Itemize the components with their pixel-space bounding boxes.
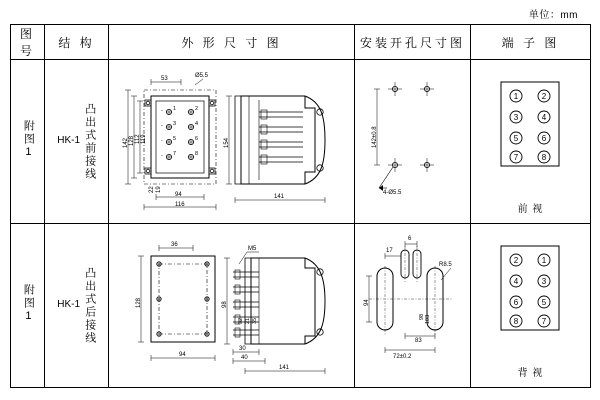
dim-6: 6 [408, 236, 412, 242]
dim-119: 119 [141, 134, 147, 144]
terminal-num: 8 [513, 317, 519, 326]
dim-d55: Ø5.5 [195, 73, 209, 79]
dim-142: 142 [123, 137, 129, 148]
header-terminal: 端 子 图 [471, 25, 591, 60]
terminal-num: 1 [541, 256, 547, 265]
header-structure: 结 构 [45, 25, 109, 60]
dim-32: 32 [238, 317, 244, 324]
dim-154: 154 [224, 137, 230, 148]
fig-no-cell-2 [11, 224, 45, 388]
header-outline-dim: 外 形 尺 寸 图 [109, 25, 355, 60]
terminal-cell-2 [471, 224, 591, 388]
outline-drawing-2 [109, 224, 353, 386]
table-row [11, 60, 591, 224]
terminal-num: 6 [541, 134, 547, 143]
dim-R85: R8.5 [439, 262, 452, 268]
contact-num: 8 [195, 151, 199, 157]
dim-21: 21 [245, 317, 251, 324]
dim-128: 128 [129, 135, 135, 146]
contact-num: 5 [173, 136, 177, 142]
contact-dash: - [161, 138, 163, 144]
contact-num: 6 [195, 136, 199, 142]
table-header-row [11, 25, 591, 60]
structure-cell-1 [45, 60, 109, 224]
model-label-1: HK-1 [57, 135, 81, 146]
contact-num: 3 [173, 121, 177, 127]
contact-dash: - [161, 108, 163, 114]
dim-40: 40 [241, 355, 248, 361]
dim-98-2: 98 [419, 313, 425, 320]
contact-num: 4 [195, 121, 199, 127]
terminal-drawing-1 [471, 60, 589, 210]
contact-dash: - [161, 123, 163, 129]
dim-94: 94 [175, 192, 182, 198]
dim-53: 53 [161, 76, 168, 82]
terminal-num: 7 [513, 153, 519, 162]
structure-cell-2 [45, 224, 109, 388]
contact-num: 7 [173, 151, 177, 157]
header-mounting-dim: 安装开孔尺寸图 [355, 25, 471, 60]
terminal-num: 5 [541, 298, 547, 307]
structure-desc-1: 凸出式前接线 [83, 102, 96, 181]
dim-36: 36 [171, 242, 178, 248]
dim-98: 98 [222, 301, 228, 308]
terminal-num: 1 [513, 92, 519, 101]
dim-35: 35 [252, 317, 258, 324]
dim-30: 30 [239, 346, 246, 352]
fig-no-label-1: 附图1 [22, 120, 35, 160]
terminal-num: 4 [541, 113, 547, 122]
terminal-num: 5 [513, 134, 519, 143]
table-row [11, 224, 591, 388]
dim-128-2: 128 [136, 297, 142, 308]
mounting-drawing-1 [355, 60, 469, 222]
dim-4-d55: 4-Ø5.5 [383, 190, 402, 196]
unit-note: 单位：mm [528, 10, 578, 21]
terminal-view-label-1: 前 视 [517, 204, 544, 215]
dim-112: 112 [135, 134, 141, 144]
dim-94-3: 94 [364, 299, 370, 306]
dim-72-tol: 72±0.2 [393, 354, 412, 360]
dim-17: 17 [386, 248, 393, 254]
dim-142-tol: 142±0.8 [372, 126, 378, 148]
outline-cell-1 [109, 60, 355, 224]
outline-drawing-1 [109, 60, 353, 222]
dim-19: 19 [156, 186, 162, 193]
contact-num: 2 [195, 106, 199, 112]
terminal-num: 7 [541, 317, 547, 326]
fig-no-cell-1 [11, 60, 45, 224]
terminal-view-label-2: 背 视 [517, 368, 544, 379]
dim-141-2: 141 [279, 365, 290, 371]
outline-cell-2 [109, 224, 355, 388]
dim-103: 103 [425, 314, 431, 324]
header-fig-no: 图 号 [11, 25, 45, 60]
mounting-cell-1 [355, 60, 471, 224]
dim-22: 22 [149, 186, 155, 193]
terminal-drawing-2 [471, 224, 589, 374]
terminal-num: 6 [513, 298, 519, 307]
contact-num: 1 [173, 106, 177, 112]
dim-94-2: 94 [179, 352, 186, 358]
fig-no-label-2: 附图1 [22, 284, 35, 324]
structure-desc-2: 凸出式后接线 [83, 266, 96, 345]
terminal-num: 4 [513, 277, 519, 286]
dim-83: 83 [415, 338, 422, 344]
terminal-cell-1 [471, 60, 591, 224]
terminal-num: 3 [541, 277, 547, 286]
mounting-drawing-2 [355, 224, 469, 386]
contact-dash: - [161, 153, 163, 159]
spec-table [10, 24, 591, 388]
dim-116: 116 [175, 202, 185, 208]
model-label-2: HK-1 [57, 299, 81, 310]
terminal-num: 8 [541, 153, 547, 162]
dim-M5: M5 [248, 246, 257, 252]
dim-141: 141 [274, 194, 285, 200]
mounting-cell-2 [355, 224, 471, 388]
terminal-num: 2 [541, 92, 547, 101]
terminal-num: 2 [513, 256, 519, 265]
terminal-num: 3 [513, 113, 519, 122]
